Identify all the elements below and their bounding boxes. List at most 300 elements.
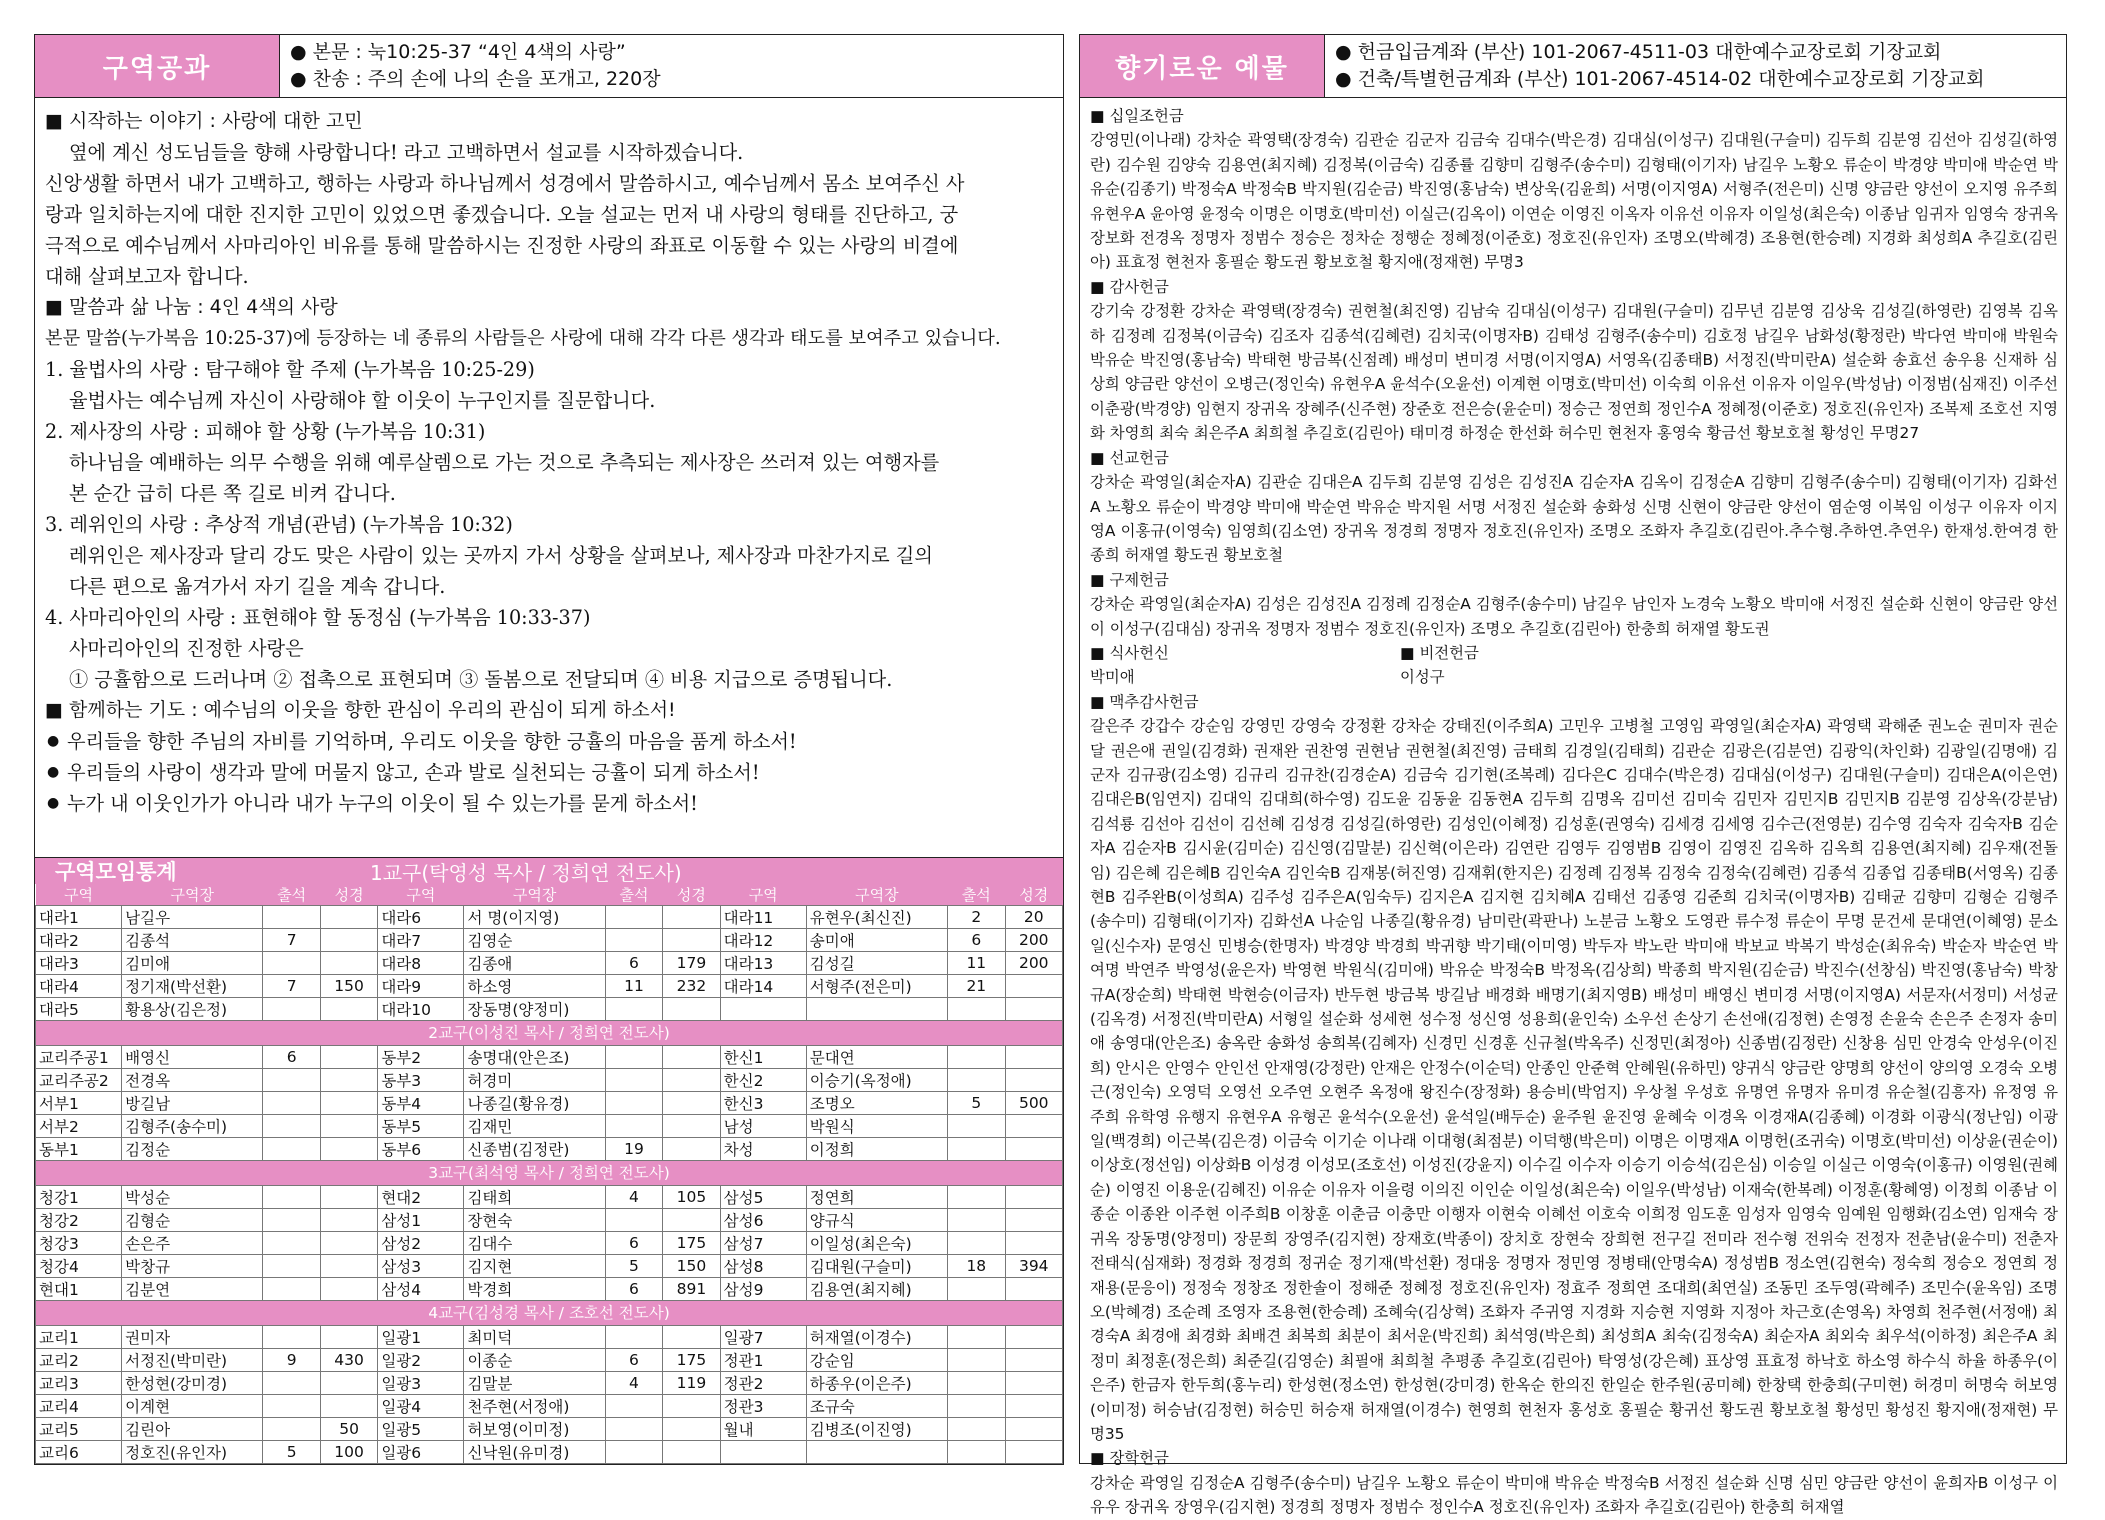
table-cell: 박경희 (464, 1278, 605, 1301)
table-cell: 권미자 (122, 1326, 263, 1349)
col-header: 출석 (263, 884, 320, 906)
group-band-title: 2교구(이성진 목사 / 정희연 전도사) (36, 1021, 1063, 1046)
table-row (36, 1186, 1063, 1209)
table-cell (663, 906, 720, 929)
table-cell (663, 1115, 720, 1138)
col-header: 구역장 (806, 884, 947, 906)
table-cell (263, 1255, 320, 1278)
table-cell (663, 1092, 720, 1115)
stats-title-bar (35, 858, 1063, 884)
table-cell (320, 1115, 377, 1138)
table-cell: 남성 (720, 1115, 806, 1138)
group-band-row (36, 1161, 1063, 1186)
col-header: 성경 (1005, 884, 1062, 906)
table-cell (320, 1069, 377, 1092)
table-row (36, 929, 1063, 952)
table-cell (806, 1441, 947, 1464)
point-1-title: 1. 율법사의 사랑 : 탐구해야 할 주제 (누가복음 10:25-29) (45, 358, 535, 381)
table-cell: 175 (663, 1232, 720, 1255)
table-cell (663, 1209, 720, 1232)
table-cell: 대라6 (378, 906, 464, 929)
table-cell: 20 (1005, 906, 1062, 929)
table-cell: 일광3 (378, 1372, 464, 1395)
table-cell: 이종순 (464, 1349, 605, 1372)
table-cell (948, 1232, 1005, 1255)
table-cell: 21 (948, 975, 1005, 998)
table-cell (948, 1209, 1005, 1232)
share-title: ■ 말씀과 삶 나눔 : 4인 4색의 사랑 (45, 296, 338, 318)
table-cell (948, 998, 1005, 1021)
table-cell: 교리주공2 (36, 1069, 122, 1092)
table-cell: 150 (320, 975, 377, 998)
table-cell: 교리6 (36, 1441, 122, 1464)
table-cell: 하종우(이은주) (806, 1372, 947, 1395)
table-row (36, 1209, 1063, 1232)
table-cell: 119 (663, 1372, 720, 1395)
table-cell: 청강4 (36, 1255, 122, 1278)
table-cell: 교리3 (36, 1372, 122, 1395)
col-header: 성경 (320, 884, 377, 906)
table-row (36, 1115, 1063, 1138)
meal-offering (1090, 641, 1400, 690)
table-cell: 김말분 (464, 1372, 605, 1395)
offering-header-title: 향기로운 예물 (1080, 35, 1325, 97)
col-header: 성경 (663, 884, 720, 906)
table-cell: 박창규 (122, 1255, 263, 1278)
table-cell: 김정순 (122, 1138, 263, 1161)
table-cell: 정기재(박선환) (122, 975, 263, 998)
table-cell: 394 (1005, 1255, 1062, 1278)
table-cell: 이정희 (806, 1138, 947, 1161)
table-cell: 232 (663, 975, 720, 998)
col-header: 구역 (720, 884, 806, 906)
table-cell: 6 (605, 1278, 662, 1301)
scripture-line: ● 본문 : 눅10:25-37 “4인 4색의 사랑” (290, 41, 626, 63)
lesson-header-title: 구역공과 (35, 35, 280, 97)
table-cell (663, 1069, 720, 1092)
table-cell: 한신1 (720, 1046, 806, 1069)
table-cell (263, 1278, 320, 1301)
table-row (36, 1232, 1063, 1255)
table-cell (948, 1418, 1005, 1441)
table-cell: 허경미 (464, 1069, 605, 1092)
table-cell: 5 (605, 1255, 662, 1278)
vision-names: 이성구 (1400, 668, 1445, 687)
table-cell: 장현숙 (464, 1209, 605, 1232)
table-cell: 일광2 (378, 1349, 464, 1372)
table-cell: 대라4 (36, 975, 122, 998)
table-cell (663, 1326, 720, 1349)
table-cell: 삼성8 (720, 1255, 806, 1278)
table-cell: 김미애 (122, 952, 263, 975)
offering-category-title: ■ 선교헌금 (1090, 446, 2058, 470)
table-cell (1005, 1069, 1062, 1092)
table-cell: 김분연 (122, 1278, 263, 1301)
table-cell: 7 (263, 975, 320, 998)
point-4-text: 사마리아인의 진정한 사랑은 (69, 637, 304, 660)
table-row (36, 1395, 1063, 1418)
table-cell: 허재열(이경수) (806, 1326, 947, 1349)
table-cell (663, 998, 720, 1021)
prayer-item: ● 우리들의 사랑이 생각과 말에 머물지 않고, 손과 발로 실천되는 긍휼이 되게 하소서! (45, 757, 1053, 788)
sermon-body (34, 98, 1064, 858)
table-row (36, 1418, 1063, 1441)
table-cell: 서부2 (36, 1115, 122, 1138)
table-cell: 500 (1005, 1092, 1062, 1115)
table-cell: 9 (263, 1349, 320, 1372)
table-cell: 양규식 (806, 1209, 947, 1232)
lesson-header-lines (280, 35, 1063, 97)
table-cell (605, 1418, 662, 1441)
table-cell (1005, 1209, 1062, 1232)
table-cell: 나종길(황유경) (464, 1092, 605, 1115)
table-cell: 장동명(양정미) (464, 998, 605, 1021)
table-cell (263, 1395, 320, 1418)
hymn-line: ● 찬송 : 주의 손에 나의 손을 포개고, 220장 (290, 68, 661, 90)
table-cell (1005, 1232, 1062, 1255)
table-cell (948, 1349, 1005, 1372)
table-cell: 동부1 (36, 1138, 122, 1161)
table-cell: 서형주(전은미) (806, 975, 947, 998)
table-cell (605, 1069, 662, 1092)
table-cell: 6 (948, 929, 1005, 952)
table-cell: 남길우 (122, 906, 263, 929)
table-cell: 월내 (720, 1418, 806, 1441)
table-cell: 김병조(이진영) (806, 1418, 947, 1441)
table-cell: 동부6 (378, 1138, 464, 1161)
table-cell: 4 (605, 1372, 662, 1395)
offering-names: 강기숙 강정환 강차순 곽영택(장경숙) 권현철(최진영) 김남숙 김대심(이성구) 김대원(구슬미) 김무년 김분영 김상욱 김성길(하영란) 김영복 김옥하 김정례 김정복(이금숙) 김조자 김종석(김혜련) 김치국(이명자B) 김태성 김형주(송수미) 김호정 남길우 남화성(황정란) 박다연 박미애 박원숙 박유순 박진영(홍남숙) 박태현 방금복(신점례) 배성미 변미경 서명(이지영A) 서영옥(김종태B) 서정진(박미란A) 설순화 송효선 송우용 신재하 심상희 양금란 양선이 오병근(정인숙) 유현우A 윤석수(오윤선) 이계현 이명호(박미선) 이숙희 이유선 이유자 이일우(박성남) 이정범(심재진) 이주선 이춘광(박경양) 임현지 장귀옥 장혜주(신주현) 장준호 전은승(윤순미) 정승근 정연희 정인수A 정혜정(이준호) 정호진(유인자) 조복제 조호선 지영화 차영희 최숙 최은주A 최희철 추길호(김린아) 태미경 하정순 한선화 허수민 현천자 홍영숙 황금선 황보호철 황성인 무명27 (1090, 302, 2058, 443)
table-cell (263, 952, 320, 975)
table-cell: 일광7 (720, 1326, 806, 1349)
table-cell (263, 1092, 320, 1115)
right-page (1079, 34, 2067, 1517)
table-cell: 대라11 (720, 906, 806, 929)
table-cell: 6 (605, 1349, 662, 1372)
table-cell (948, 1372, 1005, 1395)
table-cell (948, 1441, 1005, 1464)
offering-names: 강차순 곽영일 김정순A 김형주(송수미) 남길우 노황오 류순이 박미애 박유순 박정숙B 서정진 설순화 신명 심민 양금란 양선이 윤희자B 이성구 이유우 장귀옥 장영우(김지현) 정경희 정명자 정범수 정인수A 정호진(유인자) 조화자 추길호(김린아) 한충희 허재열 (1090, 1473, 2058, 1517)
table-cell: 대라9 (378, 975, 464, 998)
col-header: 구역 (378, 884, 464, 906)
group-band-title: 4교구(김성경 목사 / 조호선 전도사) (36, 1301, 1063, 1326)
table-cell (1005, 1046, 1062, 1069)
point-2-title: 2. 제사장의 사랑 : 피해야 할 상황 (누가복음 10:31) (45, 420, 486, 443)
col-header: 출석 (605, 884, 662, 906)
table-cell: 200 (1005, 929, 1062, 952)
table-cell: 삼성2 (378, 1232, 464, 1255)
table-cell (263, 1069, 320, 1092)
point-4-title: 4. 사마리아인의 사랑 : 표현해야 할 동정심 (누가복음 10:33-37) (45, 606, 591, 629)
col-header: 구역장 (464, 884, 605, 906)
table-cell (1005, 1278, 1062, 1301)
table-cell: 최미덕 (464, 1326, 605, 1349)
table-cell (320, 1255, 377, 1278)
table-cell (263, 1138, 320, 1161)
table-cell: 송미애 (806, 929, 947, 952)
table-cell (263, 1186, 320, 1209)
point-2-text: 하나님을 예배하는 의무 수행을 위해 예루살렘으로 가는 것으로 추측되는 제사장은 쓰러져 있는 여행자를 (69, 451, 940, 474)
prayer-item: ● 누가 내 이웃인가가 아니라 내가 누구의 이웃이 될 수 있는가를 묻게 하소서! (45, 788, 1053, 819)
table-cell (263, 1418, 320, 1441)
table-cell (605, 1046, 662, 1069)
offering-category-title: ■ 십일조헌금 (1090, 104, 2058, 128)
table-cell (605, 1395, 662, 1418)
table-cell: 일광6 (378, 1441, 464, 1464)
table-cell: 차성 (720, 1138, 806, 1161)
table-row (36, 1326, 1063, 1349)
point-3-title: 3. 레위인의 사랑 : 추상적 개념(관념) (누가복음 10:32) (45, 513, 513, 536)
table-cell: 김지현 (464, 1255, 605, 1278)
intro-title: ■ 시작하는 이야기 : 사랑에 대한 고민 (45, 110, 363, 132)
prayer-item: ● 우리들을 향한 주님의 자비를 기억하며, 우리도 이웃을 향한 긍휼의 마음을 품게 하소서! (45, 726, 1053, 757)
table-cell (320, 1232, 377, 1255)
offering-list (1079, 98, 2067, 1517)
table-cell: 대라5 (36, 998, 122, 1021)
table-cell: 허보영(이미정) (464, 1418, 605, 1441)
table-cell (320, 952, 377, 975)
table-cell: 삼성6 (720, 1209, 806, 1232)
table-cell: 430 (320, 1349, 377, 1372)
table-cell (320, 1278, 377, 1301)
table-cell: 동부2 (378, 1046, 464, 1069)
meal-names: 박미애 (1090, 668, 1135, 687)
table-cell (1005, 1441, 1062, 1464)
table-cell: 현대1 (36, 1278, 122, 1301)
point-3-text: 다른 편으로 옮겨가서 자기 길을 계속 갑니다. (69, 575, 446, 598)
point-3-text: 레위인은 제사장과 달리 강도 맞은 사람이 있는 곳까지 가서 상황을 살펴보나, 제사장과 마찬가지로 길의 (69, 544, 933, 567)
table-row (36, 998, 1063, 1021)
table-cell: 천주현(서정애) (464, 1395, 605, 1418)
table-cell: 황용상(김은정) (122, 998, 263, 1021)
vision-offering (1400, 641, 1710, 690)
table-cell: 김성길 (806, 952, 947, 975)
table-cell: 정호진(유인자) (122, 1441, 263, 1464)
table-cell (320, 1372, 377, 1395)
table-cell: 김종애 (464, 952, 605, 975)
table-row (36, 952, 1063, 975)
table-cell: 삼성1 (378, 1209, 464, 1232)
table-cell: 김영순 (464, 929, 605, 952)
group-band-title: 3교구(최석영 목사 / 정희연 전도사) (36, 1161, 1063, 1186)
offering-category-title: ■ 감사헌금 (1090, 275, 2058, 299)
table-cell: 대라10 (378, 998, 464, 1021)
table-cell: 동부5 (378, 1115, 464, 1138)
offering-category-title: ■ 장학헌금 (1090, 1446, 2058, 1470)
table-cell (263, 1372, 320, 1395)
table-cell: 150 (663, 1255, 720, 1278)
offering-sections-2 (1090, 690, 2058, 1520)
table-row (36, 1349, 1063, 1372)
table-cell: 일광5 (378, 1418, 464, 1441)
offering-category-title: ■ 맥추감사헌금 (1090, 690, 2058, 714)
table-cell (263, 1115, 320, 1138)
table-cell: 삼성9 (720, 1278, 806, 1301)
meal-title: ■ 식사헌신 (1090, 641, 1400, 665)
table-cell: 하소영 (464, 975, 605, 998)
table-cell (1005, 1418, 1062, 1441)
table-cell (605, 1326, 662, 1349)
table-cell (320, 1046, 377, 1069)
table-cell: 삼성4 (378, 1278, 464, 1301)
intro-line: 신앙생활 하면서 내가 고백하고, 행하는 사랑과 하나님께서 성경에서 말씀하시고, 예수님께서 몸소 보여주신 사 (45, 172, 965, 195)
table-row (36, 1278, 1063, 1301)
group-band-row (36, 1301, 1063, 1326)
table-cell: 현대2 (378, 1186, 464, 1209)
table-cell (663, 1138, 720, 1161)
table-cell (948, 1186, 1005, 1209)
table-cell: 이계현 (122, 1395, 263, 1418)
lesson-header (34, 34, 1064, 98)
table-row (36, 1092, 1063, 1115)
offering-category-title: ■ 구제헌금 (1090, 568, 2058, 592)
table-cell (806, 998, 947, 1021)
table-cell (320, 1326, 377, 1349)
table-cell (605, 929, 662, 952)
table-cell (663, 929, 720, 952)
table-cell (1005, 1395, 1062, 1418)
offering-names: 강차순 곽영일(최순자A) 김성은 김성진A 김정례 김정순A 김형주(송수미) 남길우 남인자 노경숙 노황오 박미애 서정진 설순화 신현이 양금란 양선이 이성구(김대심) 장귀옥 정명자 정범수 정호진(유인자) 조명오 추길호(김린아) 한충희 허재열 황도권 (1090, 595, 2058, 638)
table-cell: 김린아 (122, 1418, 263, 1441)
table-cell (1005, 1115, 1062, 1138)
table-cell (1005, 1138, 1062, 1161)
table-cell (605, 1115, 662, 1138)
group-band-title: 1교구(탁영성 목사 / 정희연 전도사) (370, 860, 682, 885)
table-cell (1005, 1349, 1062, 1372)
table-cell (605, 906, 662, 929)
table-cell: 대라14 (720, 975, 806, 998)
table-row (36, 975, 1063, 998)
table-cell (1005, 1372, 1062, 1395)
account-line: ● 건축/특별헌금계좌 (부산) 101-2067-4514-02 대한예수교장로회 기장교회 (1335, 68, 1985, 90)
table-cell: 105 (663, 1186, 720, 1209)
table-cell: 박원식 (806, 1115, 947, 1138)
table-cell: 조규숙 (806, 1395, 947, 1418)
offering-header (1079, 34, 2067, 98)
table-cell (263, 906, 320, 929)
table-cell: 한신3 (720, 1092, 806, 1115)
table-cell: 유현우(최신진) (806, 906, 947, 929)
table-cell: 배영신 (122, 1046, 263, 1069)
table-cell: 4 (605, 1186, 662, 1209)
table-cell: 정관1 (720, 1349, 806, 1372)
table-cell: 6 (605, 1232, 662, 1255)
table-cell: 대라12 (720, 929, 806, 952)
table-cell: 전경옥 (122, 1069, 263, 1092)
table-cell: 교리1 (36, 1326, 122, 1349)
table-cell: 교리5 (36, 1418, 122, 1441)
table-cell (1005, 998, 1062, 1021)
prayer-title: ■ 함께하는 기도 : 예수님의 이웃을 향한 관심이 우리의 관심이 되게 하소서! (45, 699, 676, 721)
table-cell: 김태희 (464, 1186, 605, 1209)
offering-names: 강영민(이나래) 강차순 곽영택(장경숙) 김관순 김군자 김금숙 김대수(박은경) 김대심(이성구) 김대원(구슬미) 김두희 김분영 김선아 김성길(하영란) 김수원 김양숙 김용연(최지혜) 김정복(이금숙) 김종률 김향미 김형주(송수미) 김형태(이기자) 남길우 노황오 류순이 박경양 박미애 박순연 박유순(김종기) 박정숙A 박정숙B 박지원(김순금) 박진영(홍남숙) 변상욱(김윤희) 서명(이지영A) 서형주(전은미) 신명 양금란 양선이 오지영 유주희 유현우A 윤아영 윤정숙 이명은 이명호(박미선) 이실근(김옥이) 이연순 이영진 이옥자 이유선 이유자 이일성(최은숙) 이종남 임귀자 임영숙 장귀옥 장보화 전경옥 정명자 정범수 정승은 정차순 정행순 정혜정(이준호) 정호진(유인자) 조명오(박혜경) 조용현(한승례) 지경화 최성희A 추길호(김린아) 표효정 현천자 홍필순 황도권 황보호철 황지애(정재현) 무명3 (1090, 131, 2058, 272)
table-cell: 조명오 (806, 1092, 947, 1115)
table-cell (605, 1209, 662, 1232)
table-cell (605, 998, 662, 1021)
table-cell (320, 906, 377, 929)
table-cell (663, 1418, 720, 1441)
table-cell (320, 1209, 377, 1232)
point-4-text: ① 긍휼함으로 드러나며 ② 접촉으로 표현되며 ③ 돌봄으로 전달되며 ④ 비용 지급으로 증명됩니다. (69, 668, 893, 691)
table-cell: 대라1 (36, 906, 122, 929)
table-cell: 김종석 (122, 929, 263, 952)
table-cell: 김대원(구슬미) (806, 1255, 947, 1278)
table-cell: 일광1 (378, 1326, 464, 1349)
table-cell (263, 1326, 320, 1349)
vision-title: ■ 비전헌금 (1400, 641, 1710, 665)
table-cell (1005, 1186, 1062, 1209)
table-cell (948, 1138, 1005, 1161)
table-row (36, 1069, 1063, 1092)
table-cell: 방길남 (122, 1092, 263, 1115)
table-cell: 손은주 (122, 1232, 263, 1255)
table-cell (320, 998, 377, 1021)
table-cell: 2 (948, 906, 1005, 929)
table-cell: 송명대(안은조) (464, 1046, 605, 1069)
table-cell: 891 (663, 1278, 720, 1301)
table-cell: 정관2 (720, 1372, 806, 1395)
col-header: 출석 (948, 884, 1005, 906)
intro-line: 옆에 계신 성도님들을 향해 사랑합니다! 라고 고백하면서 설교를 시작하겠습니다. (69, 141, 744, 164)
stats-title: 구역모임통계 (55, 860, 177, 884)
table-cell: 6 (605, 952, 662, 975)
table-cell: 일광4 (378, 1395, 464, 1418)
stats-header-row (36, 884, 1063, 906)
table-cell: 김재민 (464, 1115, 605, 1138)
table-cell: 50 (320, 1418, 377, 1441)
table-cell: 김대수 (464, 1232, 605, 1255)
table-cell (948, 1115, 1005, 1138)
table-cell (605, 1441, 662, 1464)
col-header: 구역 (36, 884, 122, 906)
table-cell: 이승기(옥정애) (806, 1069, 947, 1092)
table-cell: 175 (663, 1349, 720, 1372)
table-cell (948, 1395, 1005, 1418)
table-cell (948, 1278, 1005, 1301)
table-cell: 18 (948, 1255, 1005, 1278)
table-cell (720, 998, 806, 1021)
stats-body (36, 906, 1063, 1464)
table-cell: 6 (263, 1046, 320, 1069)
col-header: 구역장 (122, 884, 263, 906)
account-line: ● 헌금입금계좌 (부산) 101-2067-4511-03 대한예수교장로회 기장교회 (1335, 41, 1942, 63)
offering-names: 갈은주 강갑수 강순임 강영민 강영숙 강정환 강차순 강태진(이주희A) 고민우 고병철 고영임 곽영일(최순자A) 곽영택 곽해준 권노순 권미자 권순달 권은애 권일(김경화) 권재완 권찬영 권현남 권현철(최진영) 금태희 김경일(김태희) 김관순 김광은(김분연) 김광익(차인화) 김광일(김명애) 김군자 김규광(김소영) 김규리 김규찬(김경순A) 김금숙 김기현(조복례) 김다은C 김대수(박은경) 김대심(이성구) 김대원(구슬미) 김대은A(이은연) 김대은B(임연지) 김대익 김대희(하수영) 김도윤 김동윤 김동현A 김두희 김명옥 김미선 김미숙 김민자 김민지B 김민지B 김분영 김상옥(강분남) 김석룡 김선아 김선이 김선혜 김성경 김성길(하영란) 김성인(이혜정) 김성훈(권영숙) 김세경 김세영 김수근(전영분) 김수영 김숙자 김숙자B 김순자A 김순자B 김시윤(김미순) 김신영(김말분) 김신혁(이은라) 김연란 김영두 김영범B 김영이 김영진 김옥하 김옥희 김용연(최지혜) 김우재(전돌임) 김은혜 김은혜B 김인숙A 김인숙B 김재봉(허진영) 김재휘(한지은) 김정례 김정복 김정숙 김정숙(김혜련) 김종석 김종업 김종태B(서영옥) 김종현B 김주완B(이성희A) 김주성 김주은A(임숙두) 김지은A 김지현 김치혜A 김태선 김종영 김준희 김치국(이명자B) 김태균 김향미 김형순 김형주(송수미) 김형태(이기자) 김화선A 나순임 나종길(황유경) 남미란(곽판나) 노분금 노황오 도영관 류수정 류순이 무명 문건세 문대연(이혜영) 문소일(신수자) 문영신 민병승(한명자) 박경양 박경희 박귀향 박기태(이미영) 박두자 박노란 박미애 박보교 박복기 박성순(최유숙) 박순자 박순연 박여명 박연주 박영성(윤은자) 박영현 박원식(김미애) 박유순 박정숙B 박정옥(김상희) 박종희 박지원(김순금) 박진수(선창심) 박진영(홍남숙) 박창규A(장순희) 박태현 박현승(이금자) 반두현 방금복 방길남 배경화 배명기(최지영B) 배성미 배영신 변미경 서명(이지영A) 서문자(서정미) 서성균(김옥경) 서정진(박미란A) 서형일 설순화 성세현 성수정 성신영 성용희(윤인숙) 소우선 손상기 손선애(김정현) 손영정 손윤숙 손은주 손정자 송미애 송영대(안은조) 송옥란 송화성 송희복(김혜자) 신경민 신경훈 신규철(박옥주) 신정민(최정아) 신종범(김정란) 신창용 심민 안경숙 안성우(이진희) 안시은 안영수 안인선 안재영(강정란) 안재은 안정수(이순덕) 안종인 안준혁 안혜원(유하민) 양귀식 양금란 양명희 양선이 양의영 오경숙 오병근(정인숙) 오영덕 오영선 오주연 오현주 옥정애 왕진수(장정화) 용승비(박엄지) 우상철 우성호 유명연 유명자 유미경 유순철(김흥자) 유정영 유주희 유학영 유행지 유현우A 유형곤 윤석수(오윤선) 윤석일(배두순) 윤주원 윤진영 윤혜숙 이경옥 이경재A(김종혜) 이경화 이광식(정난임) 이광일(백경희) 이근복(김은경) 이금숙 이기순 이나래 이대형(최점분) 이덕행(박은미) 이명은 이명재A 이명헌(조귀숙) 이명호(박미선) 이상윤(권순이) 이상호(정선임) 이상화B 이성경 이성모(조호선) 이성진(강윤지) 이수길 이수자 이승기 이승석(김은심) 이승일 이실근 이영숙(이홍규) 이영원(권혜순) 이영진 이용운(김혜진) 이유순 이유자 이을령 이의진 이인순 이일성(최은숙) 이일우(박성남) 이재숙(한복례) 이정훈(황혜영) 이정희 이종남 이종순 이종완 이주현 이주희B 이창훈 이춘금 이충만 이행자 이현숙 이혜선 이호숙 이희정 임도훈 임성자 임영숙 임예원 임행화(김소연) 임재숙 장귀옥 장동명(양정미) 장문희 장영주(김지현) 장재호(박종이) 장치호 장현숙 장희현 전구길 전미라 전수형 전위숙 전정자 전춘남(윤수미) 전춘자 전태식(심재화) 정경화 정경희 정귀순 정기재(박선환) 정대웅 정명자 정민영 정병태(안명숙A) 정성범B 정소연(김현숙) 정숙희 정승오 정연희 정재용(문응이) 정정숙 정창조 정한솔이 정해준 정혜정 정호진(유인자) 정효주 정희연 조대희(최연실) 조동민 조두영(곽혜주) 조민수(윤옥임) 조명오(박혜경) 조순례 조영자 조용현(한승례) 조혜숙(김상혁) 조화자 주귀영 지경화 지승현 지영화 지정아 차근호(손영옥) 차영희 천주현(서정애) 최경숙A 최경애 최경화 최배견 최복희 최분이 최서운(박진희) 최석영(박은희) 최성희A 최숙(김정숙A) 최순자A 최외숙 최우석(이하정) 최은주A 최정미 최정훈(정은희) 최준길(김영순) 최필애 최희철 추평종 추길호(김린아) 탁영성(강은혜) 표상영 표효정 하낙호 하소영 하수식 하율 하종우(이은주) 한금자 한두희(홍누리) 한성현(정소연) 한성현(강미경) 한옥순 한의진 한일순 한주원(공미혜) 한창택 한충희(구미현) 허경미 허명숙 허보영(이미정) 허승남(김정현) 허승민 허승재 허재열(이경수) 현영희 현천자 홍성호 홍필순 황귀선 황도권 황보호철 황성민 황성진 황지애(정재현) 무명35 (1090, 717, 2058, 1443)
table-cell: 청강1 (36, 1186, 122, 1209)
point-2-text: 본 순간 급히 다른 쪽 길로 비켜 갑니다. (69, 482, 396, 505)
table-cell: 정관3 (720, 1395, 806, 1418)
table-cell (1005, 1326, 1062, 1349)
table-cell: 100 (320, 1441, 377, 1464)
table-cell: 삼성3 (378, 1255, 464, 1278)
table-cell (320, 929, 377, 952)
table-cell: 동부3 (378, 1069, 464, 1092)
table-cell: 대라7 (378, 929, 464, 952)
table-row (36, 1255, 1063, 1278)
table-cell: 교리4 (36, 1395, 122, 1418)
meal-vision-row (1090, 641, 2058, 690)
table-cell: 동부4 (378, 1092, 464, 1115)
table-cell (320, 1092, 377, 1115)
table-cell: 교리주공1 (36, 1046, 122, 1069)
table-cell: 200 (1005, 952, 1062, 975)
table-cell: 교리2 (36, 1349, 122, 1372)
table-cell (663, 1395, 720, 1418)
table-cell: 김용연(최지혜) (806, 1278, 947, 1301)
table-cell: 박성순 (122, 1186, 263, 1209)
offering-sections (1090, 104, 2058, 641)
offering-header-lines (1325, 35, 2066, 97)
table-cell: 한신2 (720, 1069, 806, 1092)
